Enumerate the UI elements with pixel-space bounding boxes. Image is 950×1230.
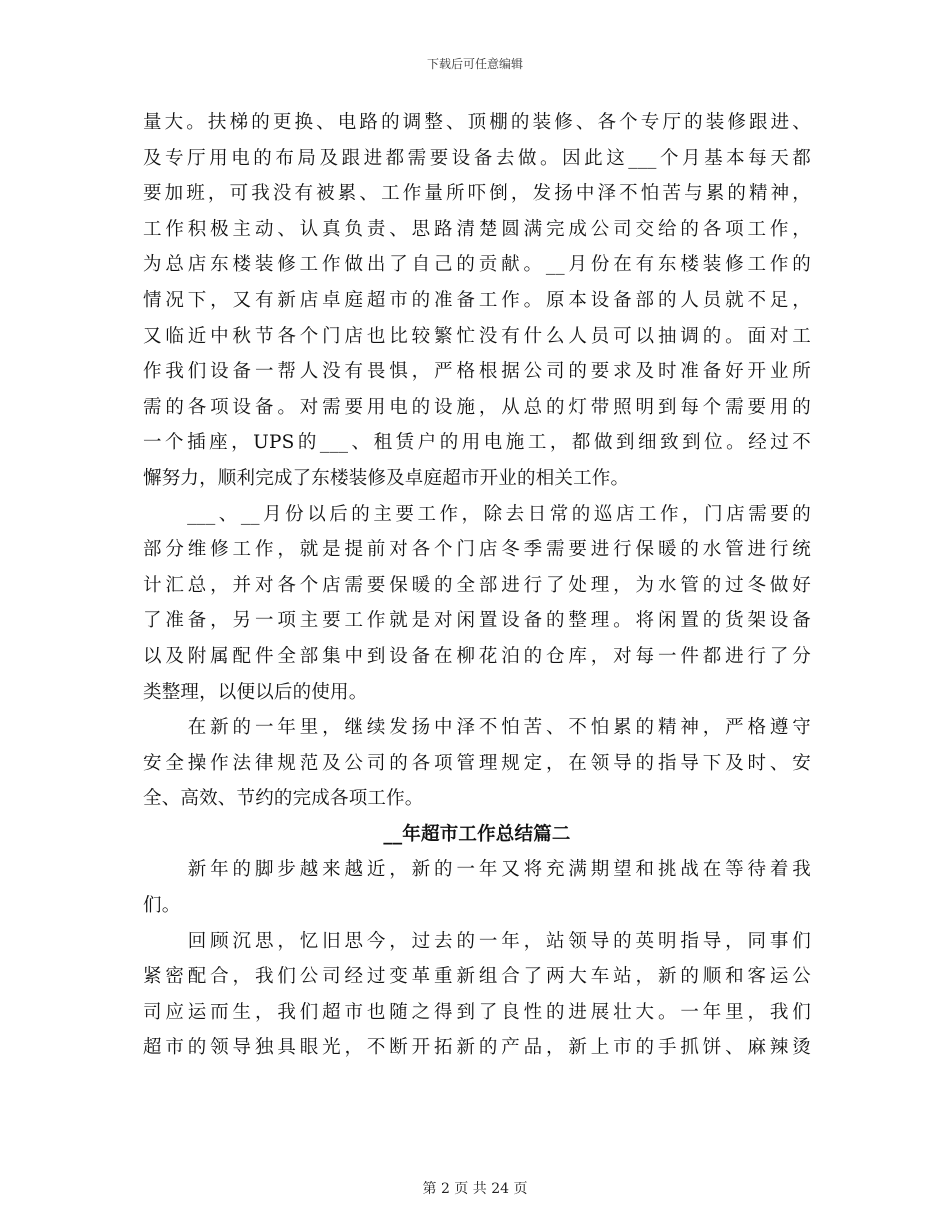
text-line: 司应运而生，我们超市也随之得到了良性的进展壮大。一年里，我们 [143,1001,811,1023]
document-body [143,105,811,1066]
text-line: 新年的脚步越来越近，新的一年又将充满期望和挑战在等待着我 [143,859,811,881]
text-line: 安全操作法律规范及公司的各项管理规定，在领导的指导下及时、安 [143,752,811,774]
text-line: 量大。扶梯的更换、电路的调整、顶棚的装修、各个专厅的装修跟进、 [143,112,811,133]
text-line: 需的各项设备。对需要用电的设施，从总的灯带照明到每个需要用的 [143,396,811,418]
text-line: 在新的一年里，继续发扬中泽不怕苦、不怕累的精神，严格遵守 [143,717,811,739]
text-line: 们。 [143,895,181,917]
text-line: 类整理，以便以后的使用。 [143,681,368,703]
text-line: 情况下，又有新店卓庭超市的准备工作。原本设备部的人员就不足， [143,289,811,311]
text-line: ___、__月份以后的主要工作，除去日常的巡店工作，门店需要的 [143,503,811,525]
text-line: 回顾沉思，忆旧思今，过去的一年，站领导的英明指导，同事们 [143,930,811,952]
text-line: 了准备，另一项主要工作就是对闲置设备的整理。将闲置的货架设备 [143,610,811,632]
text-line: 计汇总，并对各个店需要保暖的全部进行了处理，为水管的过冬做好 [143,574,811,596]
text-line: 懈努力，顺利完成了东楼装修及卓庭超市开业的相关工作。 [143,467,630,489]
text-line: 要加班，可我没有被累、工作量所吓倒，发扬中泽不怕苦与累的精神， [143,183,811,205]
text-line: 为总店东楼装修工作做出了自己的贡献。__月份在有东楼装修工作的 [143,254,811,276]
text-line: 又临近中秋节各个门店也比较繁忙没有什么人员可以抽调的。面对工 [143,325,811,347]
text-line: 工作积极主动、认真负责、思路清楚圆满完成公司交给的各项工作， [143,218,811,240]
text-line: 全、高效、节约的完成各项工作。 [143,788,424,810]
text-line: 一个插座，UPS的___、租赁户的用电施工，都做到细致到位。经过不 [143,432,811,454]
text-line: 超市的领导独具眼光，不断开拓新的产品，新上市的手抓饼、麻辣烫 [143,1037,811,1059]
text-line: 紧密配合，我们公司经过变革重新组合了两大车站，新的顺和客运公 [143,966,811,988]
page-footer: 第 2 页 共 24 页 [422,1181,528,1197]
text-line: 作我们设备一帮人没有畏惧，严格根据公司的要求及时准备好开业所 [143,361,811,383]
text-line: 以及附属配件全部集中到设备在柳花泊的仓库，对每一件都进行了分 [143,645,811,667]
text-line: 及专厅用电的布局及跟进都需要设备去做。因此这___个月基本每天都 [143,147,811,169]
text-line: 部分维修工作，就是提前对各个门店冬季需要进行保暖的水管进行统 [143,539,811,561]
section-heading: __年超市工作总结篇二 [383,823,571,845]
page-header: 下载后可任意编辑 [426,57,523,71]
